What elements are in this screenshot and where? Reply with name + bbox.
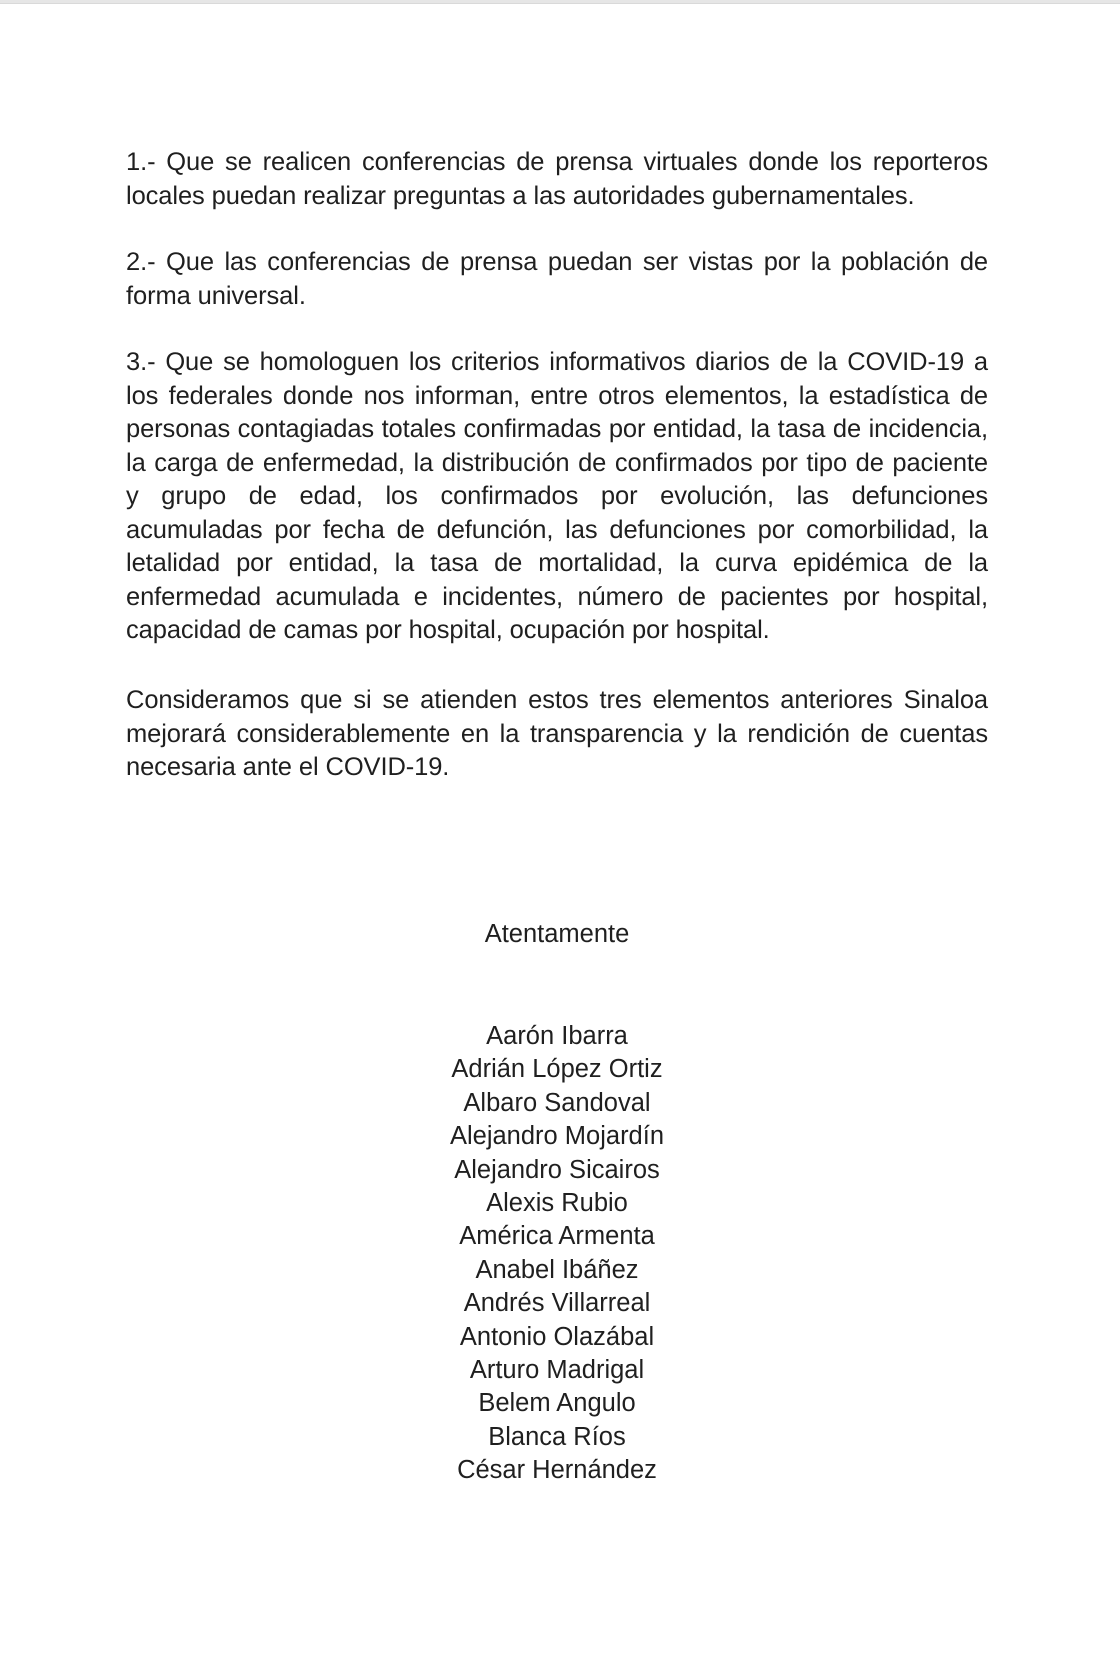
signatory-name: América Armenta [459, 1222, 655, 1251]
signatory-name: Anabel Ibáñez [475, 1255, 639, 1284]
signatory-name: Albaro Sandoval [463, 1088, 651, 1117]
signatory-name: Alejandro Mojardín [449, 1122, 665, 1151]
signatory-name: Andrés Villarreal [463, 1289, 651, 1318]
signatory-list [126, 1020, 988, 1487]
paragraph-request-2: 2.- Que las conferencias de prensa puedan ser vistas por la población de forma universal. [126, 248, 988, 310]
signatory-name: Blanca Ríos [488, 1422, 626, 1451]
paragraph-request-3: 3.- Que se homologuen los criterios informativos diarios de la COVID-19 a los federales donde nos informan, entre otros elementos, la estadística de personas contagiadas totales confirmadas por entidad, la tasa de incidencia, la carga de enfermedad, la distribución de confirmados por tipo de paciente y grupo de edad, los confirmados por evolución, las defunciones acumuladas por fecha de defunción, las defunciones por comorbilidad, la letalidad por entidad, la tasa de mortalidad, la curva epidémica de la enfermedad acumulada e incidentes, número de pacientes por hospital, capacidad de camas por hospital, ocupación por hospital. [126, 348, 988, 644]
page-top-border [0, 0, 1120, 4]
signatory-name: Aarón Ibarra [486, 1022, 628, 1050]
signatory-name: Belem Angulo [478, 1389, 636, 1418]
closing-salutation: Atentamente [484, 920, 630, 948]
signatory-name: Alexis Rubio [486, 1188, 628, 1217]
signatory-name: César Hernández [457, 1456, 657, 1485]
paragraph-request-1: 1.- Que se realicen conferencias de prensa virtuales donde los reporteros locales puedan realizar preguntas a las autoridades gubernamentales. [126, 148, 988, 210]
signatory-name: Alejandro Sicairos [454, 1155, 660, 1184]
signatory-name: Antonio Olazábal [459, 1322, 655, 1351]
signatory-name: Arturo Madrigal [469, 1355, 645, 1384]
paragraph-conclusion: Consideramos que si se atienden estos tres elementos anteriores Sinaloa mejorará considerablemente en la transparencia y la rendición de cuentas necesaria ante el COVID-19. [126, 686, 988, 781]
signatory-name: Adrián López Ortiz [451, 1055, 663, 1084]
